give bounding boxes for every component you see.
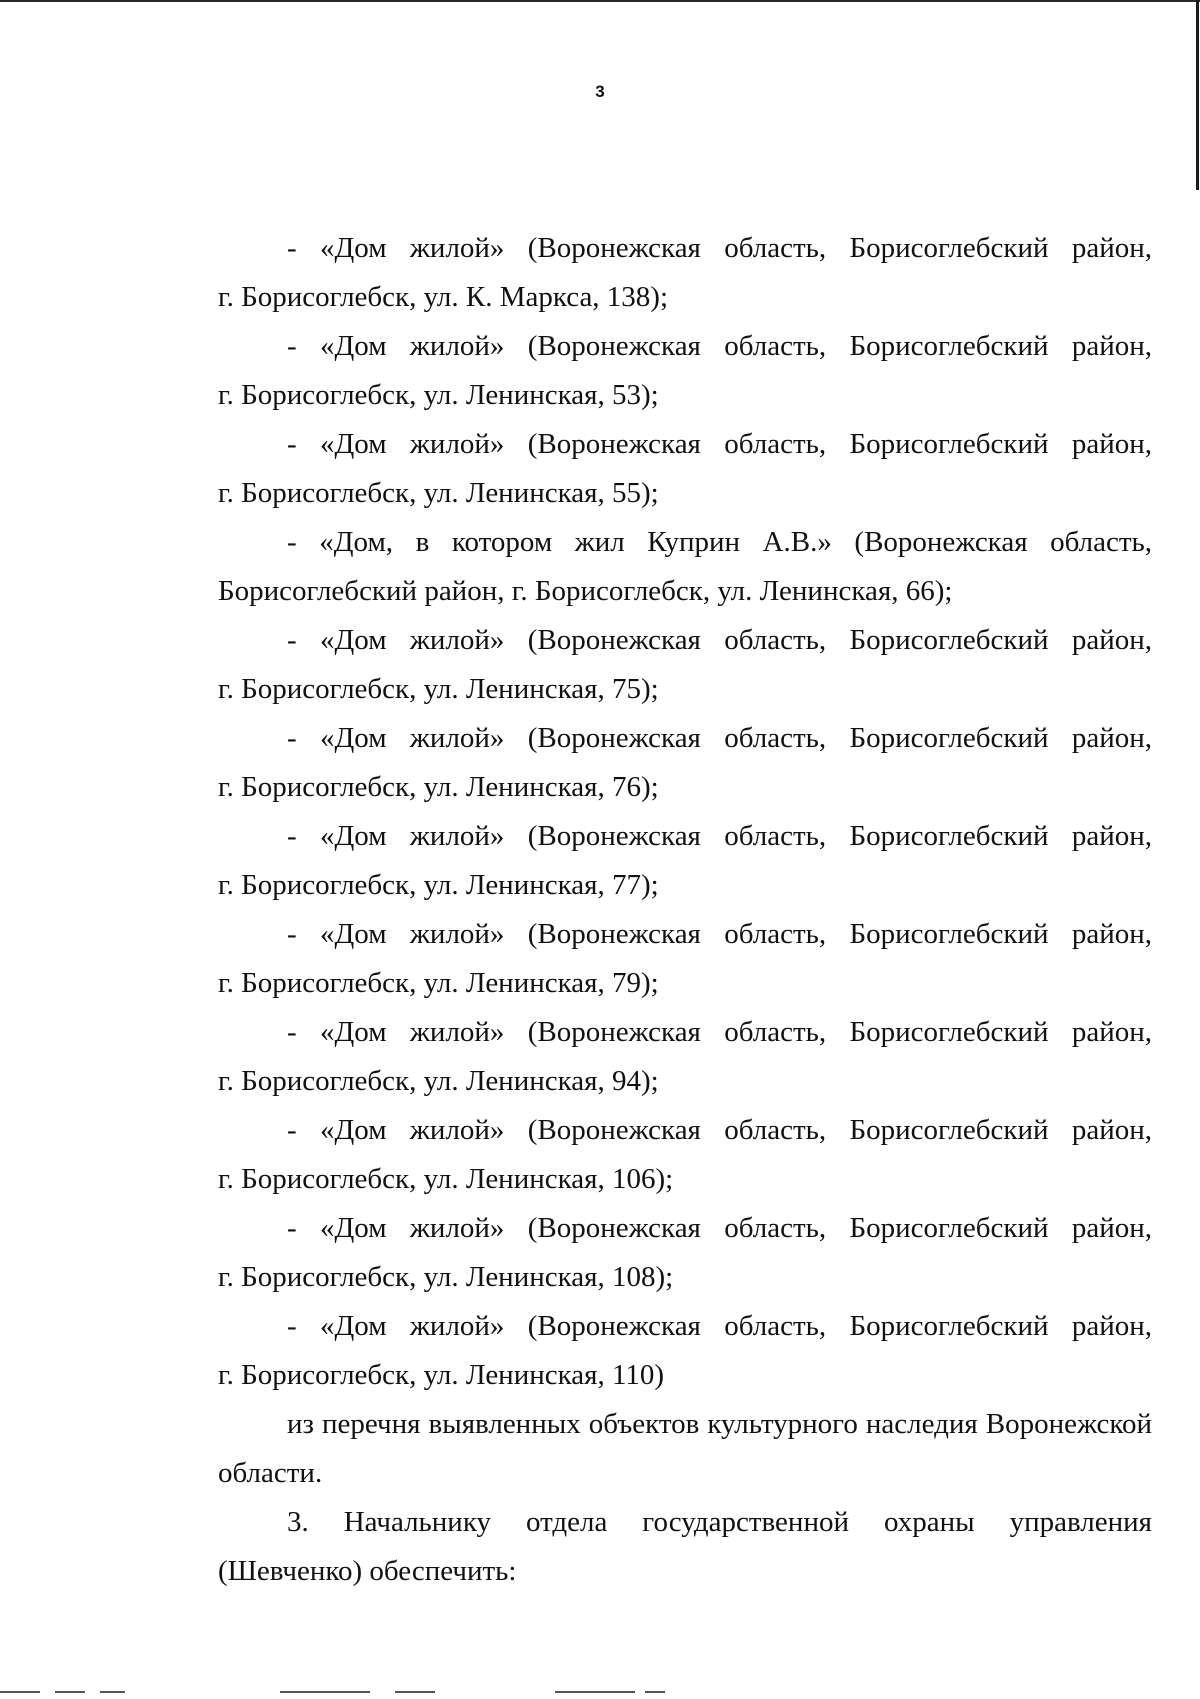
list-item-line2: г. Борисоглебск, ул. Ленинская, 94); [218,1065,659,1097]
object-list [218,224,1152,1400]
page-number: 3 [595,82,605,101]
list-item-line2: г. Борисоглебск, ул. Ленинская, 76); [218,771,659,803]
list-item-line1: - «Дом жилой» (Воронежская область, Борисоглебский район, [287,918,1152,950]
list-item-line2: г. Борисоглебск, ул. Ленинская, 75); [218,673,659,705]
point-3-paragraph: 3. Начальнику отдела государственной охраны управления (Шевченко) обеспечить: [218,1506,1152,1587]
list-item-line1: - «Дом жилой» (Воронежская область, Борисоглебский район, [287,330,1152,362]
list-item-line2: Борисоглебский район, г. Борисоглебск, ул. Ленинская, 66); [218,575,953,607]
list-item-line1: - «Дом жилой» (Воронежская область, Борисоглебский район, [287,1016,1152,1048]
list-item [218,224,1152,322]
list-item [218,812,1152,910]
list-item-line2: г. Борисоглебск, ул. Ленинская, 108); [218,1261,674,1293]
list-item-line2: г. Борисоглебск, ул. Ленинская, 106); [218,1163,674,1195]
list-item-line2: г. Борисоглебск, ул. К. Маркса, 138); [218,281,669,313]
list-item-line1: - «Дом жилой» (Воронежская область, Борисоглебский район, [287,624,1152,656]
list-item-line1: - «Дом жилой» (Воронежская область, Борисоглебский район, [287,820,1152,852]
list-item-line2: г. Борисоглебск, ул. Ленинская, 53); [218,379,659,411]
list-item-line1: - «Дом жилой» (Воронежская область, Борисоглебский район, [287,722,1152,754]
list-item [218,1302,1152,1400]
list-item [218,322,1152,420]
list-item-line2: г. Борисоглебск, ул. Ленинская, 79); [218,967,659,999]
list-item [218,420,1152,518]
list-item-line1: - «Дом, в котором жил Куприн А.В.» (Воронежская область, [287,526,1152,558]
list-item-line1: - «Дом жилой» (Воронежская область, Борисоглебский район, [287,428,1152,460]
list-item-line1: - «Дом жилой» (Воронежская область, Борисоглебский район, [287,1310,1152,1342]
list-item-line1: - «Дом жилой» (Воронежская область, Борисоглебский район, [287,1212,1152,1244]
list-item-line1: - «Дом жилой» (Воронежская область, Борисоглебский район, [287,232,1152,264]
scan-edge-top [0,0,1200,2]
document-body [218,224,1152,1596]
list-item [218,616,1152,714]
list-item [218,518,1152,616]
list-item [218,1106,1152,1204]
list-item-line2: г. Борисоглебск, ул. Ленинская, 77); [218,869,659,901]
list-item-line2: г. Борисоглебск, ул. Ленинская, 55); [218,477,659,509]
list-item [218,714,1152,812]
exclusion-paragraph: из перечня выявленных объектов культурного наследия Воронежской области. [218,1408,1152,1489]
list-item-line2: г. Борисоглебск, ул. Ленинская, 110) [218,1359,665,1391]
list-item-line1: - «Дом жилой» (Воронежская область, Борисоглебский район, [287,1114,1152,1146]
list-item [218,1008,1152,1106]
list-item [218,1204,1152,1302]
list-item [218,910,1152,1008]
scan-bottom-strip [0,1685,1200,1699]
